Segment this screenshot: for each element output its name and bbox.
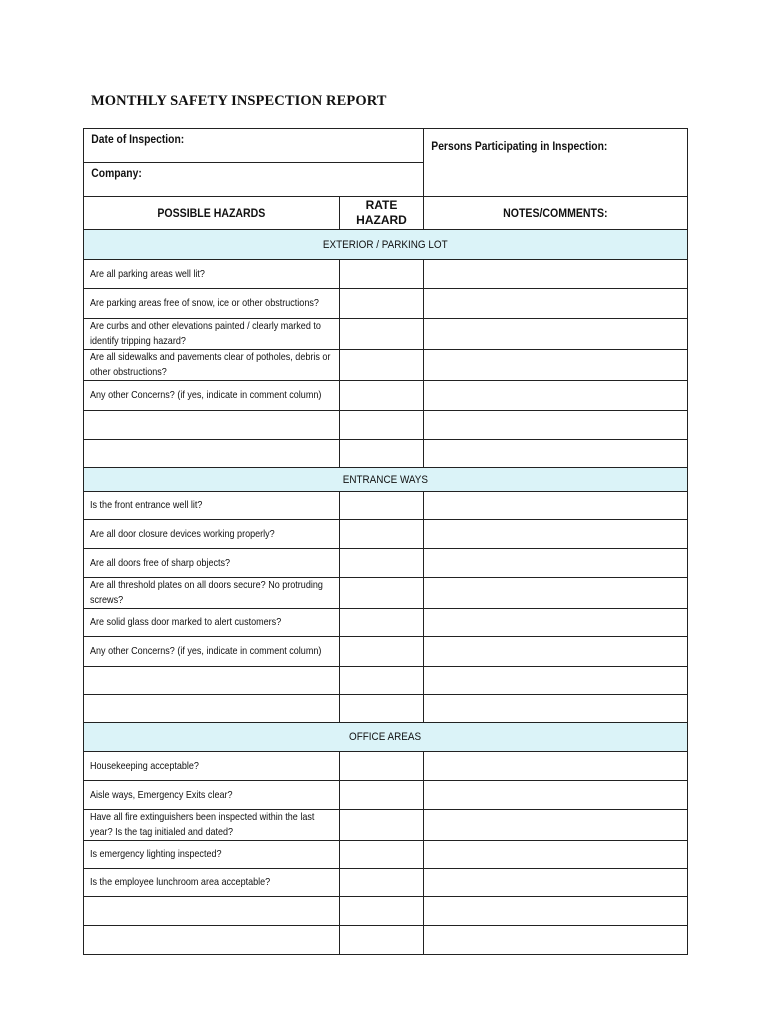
notes-cell[interactable]	[424, 319, 688, 350]
notes-comments-header: NOTES/COMMENTS:	[424, 197, 688, 230]
notes-cell[interactable]	[424, 381, 688, 411]
rate-cell[interactable]	[340, 897, 424, 926]
persons-participating-label: Persons Participating in Inspection:	[430, 139, 607, 153]
rate-cell[interactable]	[340, 841, 424, 869]
hazard-question: Are curbs and other elevations painted / clearly marked to identify tripping hazard?	[84, 319, 340, 350]
notes-cell[interactable]	[424, 810, 688, 841]
rate-hazard-header: RATE HAZARD	[340, 197, 424, 230]
hazard-question: Are parking areas free of snow, ice or other obstructions?	[84, 289, 340, 319]
section-header-office-areas: OFFICE AREAS	[84, 723, 688, 752]
date-of-inspection-label: Date of Inspection:	[90, 132, 184, 146]
company-field[interactable]	[84, 163, 376, 197]
possible-hazards-header: POSSIBLE HAZARDS	[84, 197, 340, 230]
persons-participating-field[interactable]	[424, 129, 651, 197]
notes-cell[interactable]	[424, 492, 688, 520]
hazard-question: Housekeeping acceptable?	[84, 752, 340, 781]
hazard-question: Are all parking areas well lit?	[84, 260, 340, 289]
hazard-question-blank[interactable]	[84, 667, 340, 695]
hazard-question: Have all fire extinguishers been inspected within the last year? Is the tag initialed and dated?	[84, 810, 340, 841]
rate-cell[interactable]	[340, 381, 424, 411]
hazard-question: Are all threshold plates on all doors secure? No protruding screws?	[84, 578, 340, 609]
hazard-question-blank[interactable]	[84, 926, 340, 955]
rate-cell[interactable]	[340, 260, 424, 289]
hazard-question: Are all doors free of sharp objects?	[84, 549, 340, 578]
hazard-question-blank[interactable]	[84, 897, 340, 926]
notes-cell[interactable]	[424, 289, 688, 319]
hazard-question: Is emergency lighting inspected?	[84, 841, 340, 869]
notes-cell[interactable]	[424, 637, 688, 667]
hazard-question: Is the employee lunchroom area acceptable?	[84, 869, 340, 897]
rate-cell[interactable]	[340, 492, 424, 520]
hazard-question: Any other Concerns? (if yes, indicate in comment column)	[84, 637, 340, 667]
notes-cell[interactable]	[424, 260, 688, 289]
hazard-question: Are all sidewalks and pavements clear of potholes, debris or other obstructions?	[84, 350, 340, 381]
rate-cell[interactable]	[340, 926, 424, 955]
hazard-question: Any other Concerns? (if yes, indicate in comment column)	[84, 381, 340, 411]
hazard-question-blank[interactable]	[84, 695, 340, 723]
notes-cell[interactable]	[424, 869, 688, 897]
hazard-question-blank[interactable]	[84, 411, 340, 440]
rate-cell[interactable]	[340, 289, 424, 319]
rate-cell[interactable]	[340, 520, 424, 549]
rate-cell[interactable]	[340, 609, 424, 637]
section-header-entrance-ways: ENTRANCE WAYS	[84, 468, 688, 492]
rate-cell[interactable]	[340, 752, 424, 781]
rate-cell[interactable]	[340, 549, 424, 578]
rate-cell[interactable]	[340, 667, 424, 695]
inspection-table	[83, 128, 688, 955]
date-of-inspection-field[interactable]	[84, 129, 376, 163]
section-header-exterior: EXTERIOR / PARKING LOT	[84, 230, 688, 260]
notes-cell[interactable]	[424, 549, 688, 578]
rate-cell[interactable]	[340, 319, 424, 350]
notes-cell[interactable]	[424, 578, 688, 609]
hazard-question: Are solid glass door marked to alert customers?	[84, 609, 340, 637]
notes-cell[interactable]	[424, 752, 688, 781]
rate-cell[interactable]	[340, 810, 424, 841]
notes-cell[interactable]	[424, 350, 688, 381]
notes-cell[interactable]	[424, 411, 688, 440]
notes-cell[interactable]	[424, 897, 688, 926]
rate-cell[interactable]	[340, 869, 424, 897]
notes-cell[interactable]	[424, 667, 688, 695]
notes-cell[interactable]	[424, 926, 688, 955]
hazard-question: Aisle ways, Emergency Exits clear?	[84, 781, 340, 810]
hazard-question: Is the front entrance well lit?	[84, 492, 340, 520]
page-title: MONTHLY SAFETY INSPECTION REPORT	[91, 93, 387, 109]
hazard-question: Are all door closure devices working properly?	[84, 520, 340, 549]
rate-cell[interactable]	[340, 411, 424, 440]
rate-cell[interactable]	[340, 695, 424, 723]
notes-cell[interactable]	[424, 440, 688, 468]
notes-cell[interactable]	[424, 695, 688, 723]
notes-cell[interactable]	[424, 841, 688, 869]
hazard-question-blank[interactable]	[84, 440, 340, 468]
notes-cell[interactable]	[424, 781, 688, 810]
notes-cell[interactable]	[424, 609, 688, 637]
rate-cell[interactable]	[340, 440, 424, 468]
notes-cell[interactable]	[424, 520, 688, 549]
rate-cell[interactable]	[340, 637, 424, 667]
company-label: Company:	[90, 166, 142, 180]
rate-cell[interactable]	[340, 781, 424, 810]
rate-cell[interactable]	[340, 578, 424, 609]
rate-cell[interactable]	[340, 350, 424, 381]
